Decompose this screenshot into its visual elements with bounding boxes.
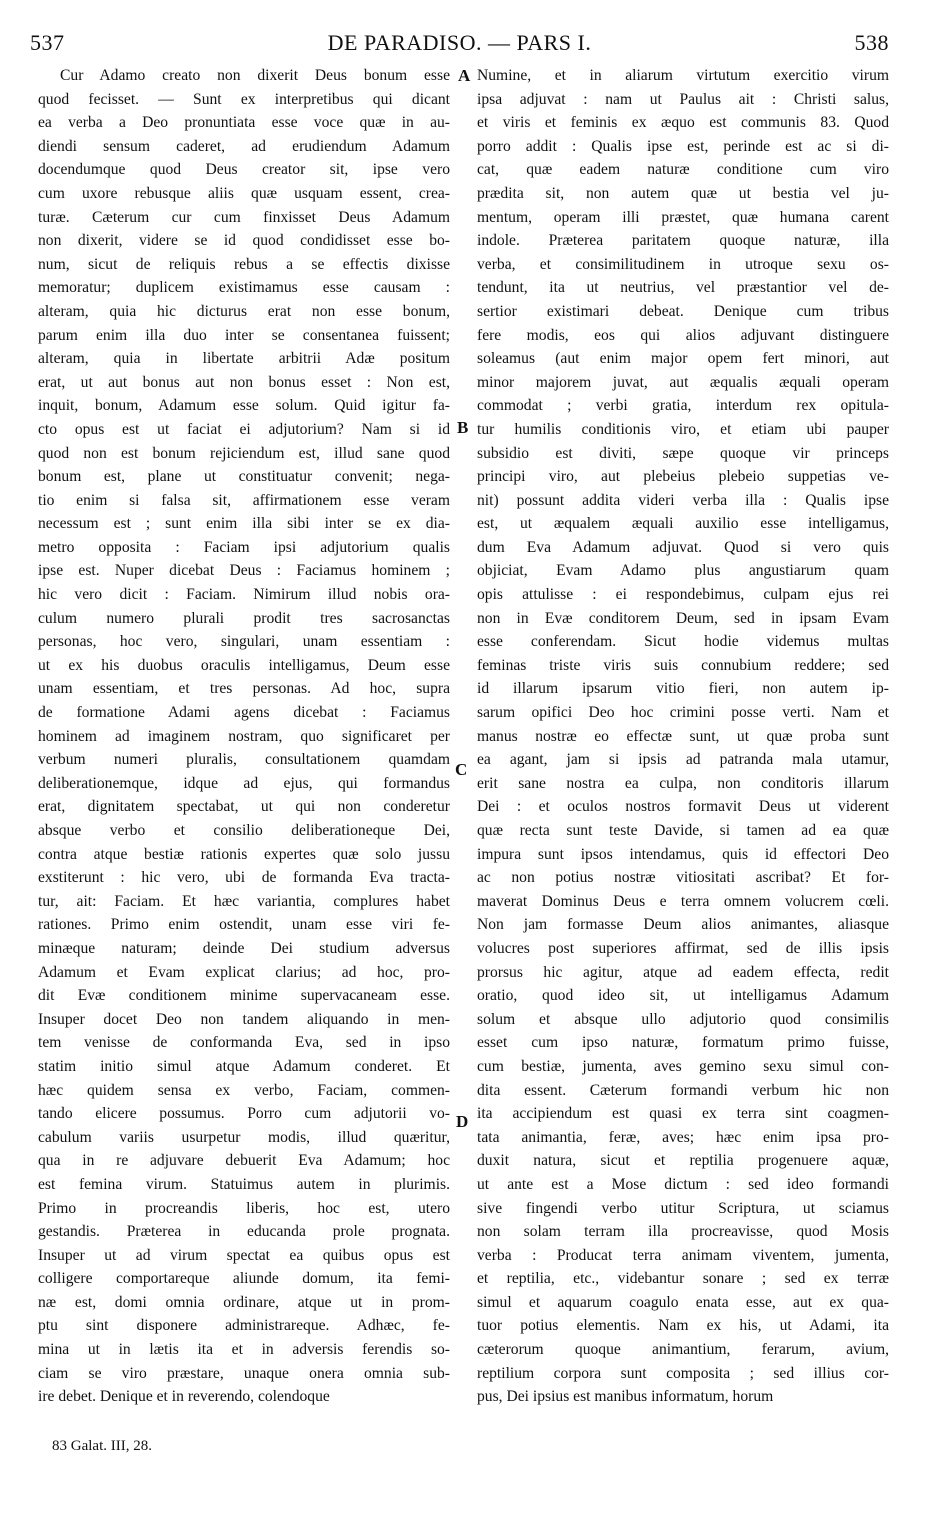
text-line: pus, Dei ipsius est manibus informatum, horum — [477, 1388, 774, 1406]
text-line: alteram, quia hic dicturus erat non esse bonum, — [38, 302, 450, 320]
text-line: unam essentiam, et tres personas. Ad hoc, supra — [38, 680, 450, 698]
text-line: ac non potius nostræ vitiositati ascribat? Et for- — [477, 869, 889, 887]
text-line: esset cum ipso naturæ, formatum primo fuisse, — [477, 1034, 889, 1052]
text-line: non dixerit, videre se id quod condidisset esse bo- — [38, 232, 450, 250]
text-line: tur humilis conditionis viro, et etiam ubi pauper — [477, 420, 889, 438]
text-line: bonum est, plane ut constituatur convenit; nega- — [38, 468, 450, 486]
text-line: simul et aquarum coagulo enata esse, aut ex qua- — [477, 1293, 889, 1311]
text-line: Insuper docet Deo non tandem aliquando in men- — [38, 1010, 450, 1028]
text-line: Cur Adamo creato non dixerit Deus bonum esse — [60, 67, 450, 84]
text-line: nit) possunt addita videri verba illa : Qualis ipse — [477, 491, 889, 509]
text-line: qua in re adjuvare debuerit Eva Adamum; hoc — [38, 1152, 450, 1170]
text-line: erat, ut aut bonus aut non bonus esset : Non est, — [38, 373, 450, 391]
text-line: et viris et feminis ex æquo est communis 83. Quod — [477, 114, 889, 132]
text-line: erat, dignitatem spectabat, ut qui non conderetur — [38, 798, 450, 816]
text-line: tuor potius elementis. Nam ex his, ut Adami, ita — [477, 1317, 889, 1335]
text-line: tur, ait: Faciam. Et hæc variantia, complures habet — [38, 892, 450, 910]
text-line: cum uxore rebusque aliis quæ usquam essent, crea- — [38, 184, 450, 202]
text-line: colligere comportareque aliunde domum, ita femi- — [38, 1270, 450, 1288]
text-line: sarum opifici Deo hoc crimini posse verti. Nam et — [477, 704, 889, 722]
text-line: prorsus hic agitur, atque ad eadem effecta, redit — [477, 963, 889, 981]
text-line: duxit natura, sicut et reptilia progenuere aquæ, — [477, 1152, 889, 1170]
text-line: gestandis. Præterea in educanda prole prognata. — [38, 1223, 450, 1241]
text-line: sertior existimari debeat. Denique cum tribus — [477, 302, 889, 320]
text-line: oratio, quod ideo sit, ut intelligamus Adamum — [477, 987, 889, 1005]
text-line: ire debet. Denique et in reverendo, colendoque — [38, 1388, 330, 1406]
text-line: necessum est ; sunt enim illa sibi inter se ex dia- — [38, 515, 450, 533]
text-line: est femina virum. Statuimus autem in plurimis. — [38, 1175, 450, 1193]
left-page-number: 537 — [30, 30, 65, 55]
text-line: indole. Præterea paritatem quoque naturæ, illa — [477, 232, 889, 250]
text-line: tio enim si falsa sit, affirmationem esse veram — [38, 491, 450, 509]
text-line: objiciat, Evam Adamo plus angustiarum quam — [477, 562, 889, 580]
right-column — [477, 64, 889, 1409]
text-line: commodat ; verbi gratia, interdum rex opitula- — [477, 397, 889, 415]
text-line: alteram, quia in libertate arbitrii Adæ positum — [38, 350, 450, 368]
text-line: dit Evæ conditionem minime supervacaneam esse. — [38, 987, 450, 1005]
text-line: non in Evæ conditorem Deum, sed in ipsam Evam — [477, 609, 889, 627]
text-line: statim initio simul atque Adamum conderet. Et — [38, 1057, 450, 1075]
text-line: cto opus est ut faciat ei adjutorium? Nam si id — [38, 420, 450, 438]
left-column — [38, 64, 450, 1409]
text-line: inquit, bonum, Adamum esse solum. Quid igitur fa- — [38, 397, 450, 415]
text-line: volucres post superiores affirmat, sed de illis ipsis — [477, 939, 889, 957]
text-line: Non jam formasse Deum alios animantes, aliasque — [477, 916, 889, 934]
text-line: cæterorum quoque animantium, ferarum, avium, — [477, 1341, 889, 1359]
text-line: ea agant, jam si ipsis ad patranda mala utamur, — [477, 751, 889, 769]
text-line: id illarum ipsarum vitio fieri, non autem ip- — [477, 680, 889, 698]
running-title: DE PARADISO. — PARS I. — [327, 30, 592, 55]
text-line: dita essent. Cæterum formandi verbum hic non — [477, 1081, 889, 1099]
text-line: verba : Producat terra animam viventem, jumenta, — [477, 1246, 889, 1264]
text-line: quod non est bonum rejiciendum est, illud sane quod — [38, 444, 450, 462]
text-line: cum bestiæ, jumenta, aves gemino sexu simul con- — [477, 1057, 889, 1075]
text-line: sive fingendi verbo utitur Scriptura, ut sciamus — [477, 1199, 889, 1217]
text-line: reptilium corpora sunt composita ; sed illius cor- — [477, 1364, 889, 1382]
text-line: mentum, operam illi præstet, quæ humana carent — [477, 208, 889, 226]
text-line: de formatione Adami agens dicebat : Faciamus — [38, 704, 450, 722]
text-line: cabulum variis usurpetur modis, illud quæritur, — [38, 1128, 450, 1146]
text-line: hominem ad imaginem nostram, quo significaret per — [38, 727, 450, 745]
text-line: fere modis, eos qui alios adjuvant distinguere — [477, 326, 889, 344]
text-line: minor majorem juvat, aut æqualis æquali operam — [477, 373, 889, 391]
text-line: quod fecisset. — Sunt ex interpretibus qui dicant — [38, 90, 450, 108]
text-line: metro opposita : Faciam ipsi adjutorium qualis — [38, 538, 450, 556]
text-line: manus nostræ eo effectæ sunt, ut quæ proba sunt — [477, 727, 889, 745]
text-line: porro addit : Qualis ipse est, perinde est ac si di- — [477, 137, 889, 155]
margin-letter-b: B — [457, 418, 469, 437]
text-line: est, ut æqualem æquali auxilio esse intelligamus, — [477, 515, 889, 533]
text-line: erit sane nostra ea culpa, non conditoris illarum — [477, 774, 889, 792]
text-line: turæ. Cæterum cur cum finxisset Deus Adamum — [38, 208, 450, 226]
text-line: contra atque bestiæ rationis expertes quæ solo jussu — [38, 845, 450, 863]
text-line: docendumque quod Deus creator sit, ipse vero — [38, 161, 450, 179]
text-line: parum enim illa duo inter se consentanea fuissent; — [38, 326, 450, 344]
text-line: principi viro, aut plebeius plebeio suppetias ve- — [477, 468, 889, 486]
footnote: 83 Galat. III, 28. — [52, 1438, 152, 1454]
text-line: hæc quidem sensa ex verbo, Faciam, commen- — [38, 1081, 450, 1099]
text-line: minæque naturam; deinde Dei studium adversus — [38, 939, 450, 957]
text-line: rationes. Primo enim ostendit, unam esse viri fe- — [38, 916, 450, 934]
text-line: maverat Dominus Deus e terra omnem volucrem cœli. — [477, 892, 889, 910]
text-line: tata animantia, feræ, aves; hæc enim ipsa pro- — [477, 1128, 889, 1146]
text-line: ipsa adjuvat : nam ut Paulus ait : Christi salus, — [477, 90, 889, 108]
text-line: absque verbo et consilio deliberationeque Dei, — [38, 822, 450, 839]
text-line: memoratur; duplicem existimamus esse causam : — [38, 279, 450, 297]
text-line: subsidio est diviti, sæpe quoque vir princeps — [477, 444, 889, 462]
text-line: Numine, et in aliarum virtutum exercitio virum — [477, 67, 889, 84]
text-line: esse conferendam. Sicut hodie videmus multas — [477, 633, 889, 651]
text-line: num, sicut de reliquis rebus a se effectis dixisse — [38, 255, 450, 273]
text-line: exstiterunt : hic vero, ubi de formanda Eva tracta- — [38, 869, 450, 887]
text-line: verbum numeri pluralis, consultationem quamdam — [38, 751, 450, 769]
text-line: Dei : et oculos nostros formavit Deus ut viderent — [477, 798, 889, 816]
text-line: solum et absque ullo adjutorio quod consimilis — [477, 1010, 889, 1028]
text-line: prædita sit, non autem quæ ut bestia vel ju- — [477, 184, 889, 202]
text-line: diendi sensum caderet, ad erudiendum Adamum — [38, 137, 450, 155]
text-line: dum Eva Adamum adjuvat. Quod si vero quis — [477, 538, 889, 556]
text-line: ut ex his duobus oraculis intelligamus, Deum esse — [38, 656, 450, 674]
text-line: soleamus (aut enim major opem fert minori, aut — [477, 350, 889, 368]
text-line: personas, hoc vero, singulari, unam essentiam : — [38, 633, 450, 651]
text-line: tem venisse de conformanda Eva, sed in ipso — [38, 1034, 450, 1052]
text-line: impura sunt ipsos intendamus, quis id effectori Deo — [477, 845, 889, 863]
text-line: et reptilia, etc., videbantur sonare ; sed ex terræ — [477, 1270, 889, 1288]
text-line: culum numero plurali prodit tres sacrosanctas — [38, 609, 450, 627]
text-line: cat, quæ eadem naturæ conditione cum viro — [477, 161, 889, 179]
text-line: Insuper ut ad virum spectat ea quibus opus est — [38, 1246, 450, 1264]
text-line: opis attulisse : ei respondebimus, culpam ejus rei — [477, 586, 889, 604]
text-line: ipse est. Nuper dicebat Deus : Faciamus hominem ; — [38, 562, 450, 580]
text-line: hic vero dicit : Faciam. Nimirum illud nobis ora- — [38, 586, 450, 604]
margin-letter-d: D — [456, 1112, 469, 1131]
text-line: feminas triste viris suis connubium reddere; sed — [477, 656, 889, 674]
margin-letter-c: C — [455, 760, 468, 779]
text-line: quæ recta sunt teste Davide, si tamen ad ea quæ — [477, 822, 889, 839]
text-line: tendunt, ita ut neutrius, vel præstantior vel de- — [477, 279, 889, 297]
text-line: Primo in procreandis liberis, hoc est, utero — [38, 1199, 450, 1217]
text-line: tando elicere possumus. Porro cum adjutorii vo- — [38, 1105, 450, 1123]
text-line: mina ut in lætis ita et in adversis ferendis so- — [38, 1341, 450, 1359]
text-line: ut ante est a Mose dictum : sed ideo formandi — [477, 1175, 889, 1193]
text-line: ptu sint disponere administrareque. Adhæc, fe- — [38, 1317, 450, 1335]
text-line: ea verba a Deo pronuntiata esse voce quæ in au- — [38, 114, 450, 132]
text-line: non solam terram illa procreavisse, quod Mosis — [477, 1223, 889, 1241]
text-line: verba, et consimilitudinem in utroque sexu os- — [477, 255, 889, 273]
margin-letter-a: A — [458, 66, 471, 85]
text-line: Adamum et Evam explicat clarius; ad hoc, pro- — [38, 963, 450, 981]
text-line: deliberationemque, idque ad ejus, qui formandus — [38, 774, 450, 792]
text-line: ita accipiendum est quasi ex terra sint coagmen- — [477, 1105, 889, 1123]
text-line: ciam se viro præstare, unaque onera omnia sub- — [38, 1364, 450, 1382]
text-line: næ est, domi omnia ordinare, atque ut in prom- — [38, 1293, 450, 1311]
running-header — [30, 30, 889, 60]
right-page-number: 538 — [854, 30, 889, 55]
